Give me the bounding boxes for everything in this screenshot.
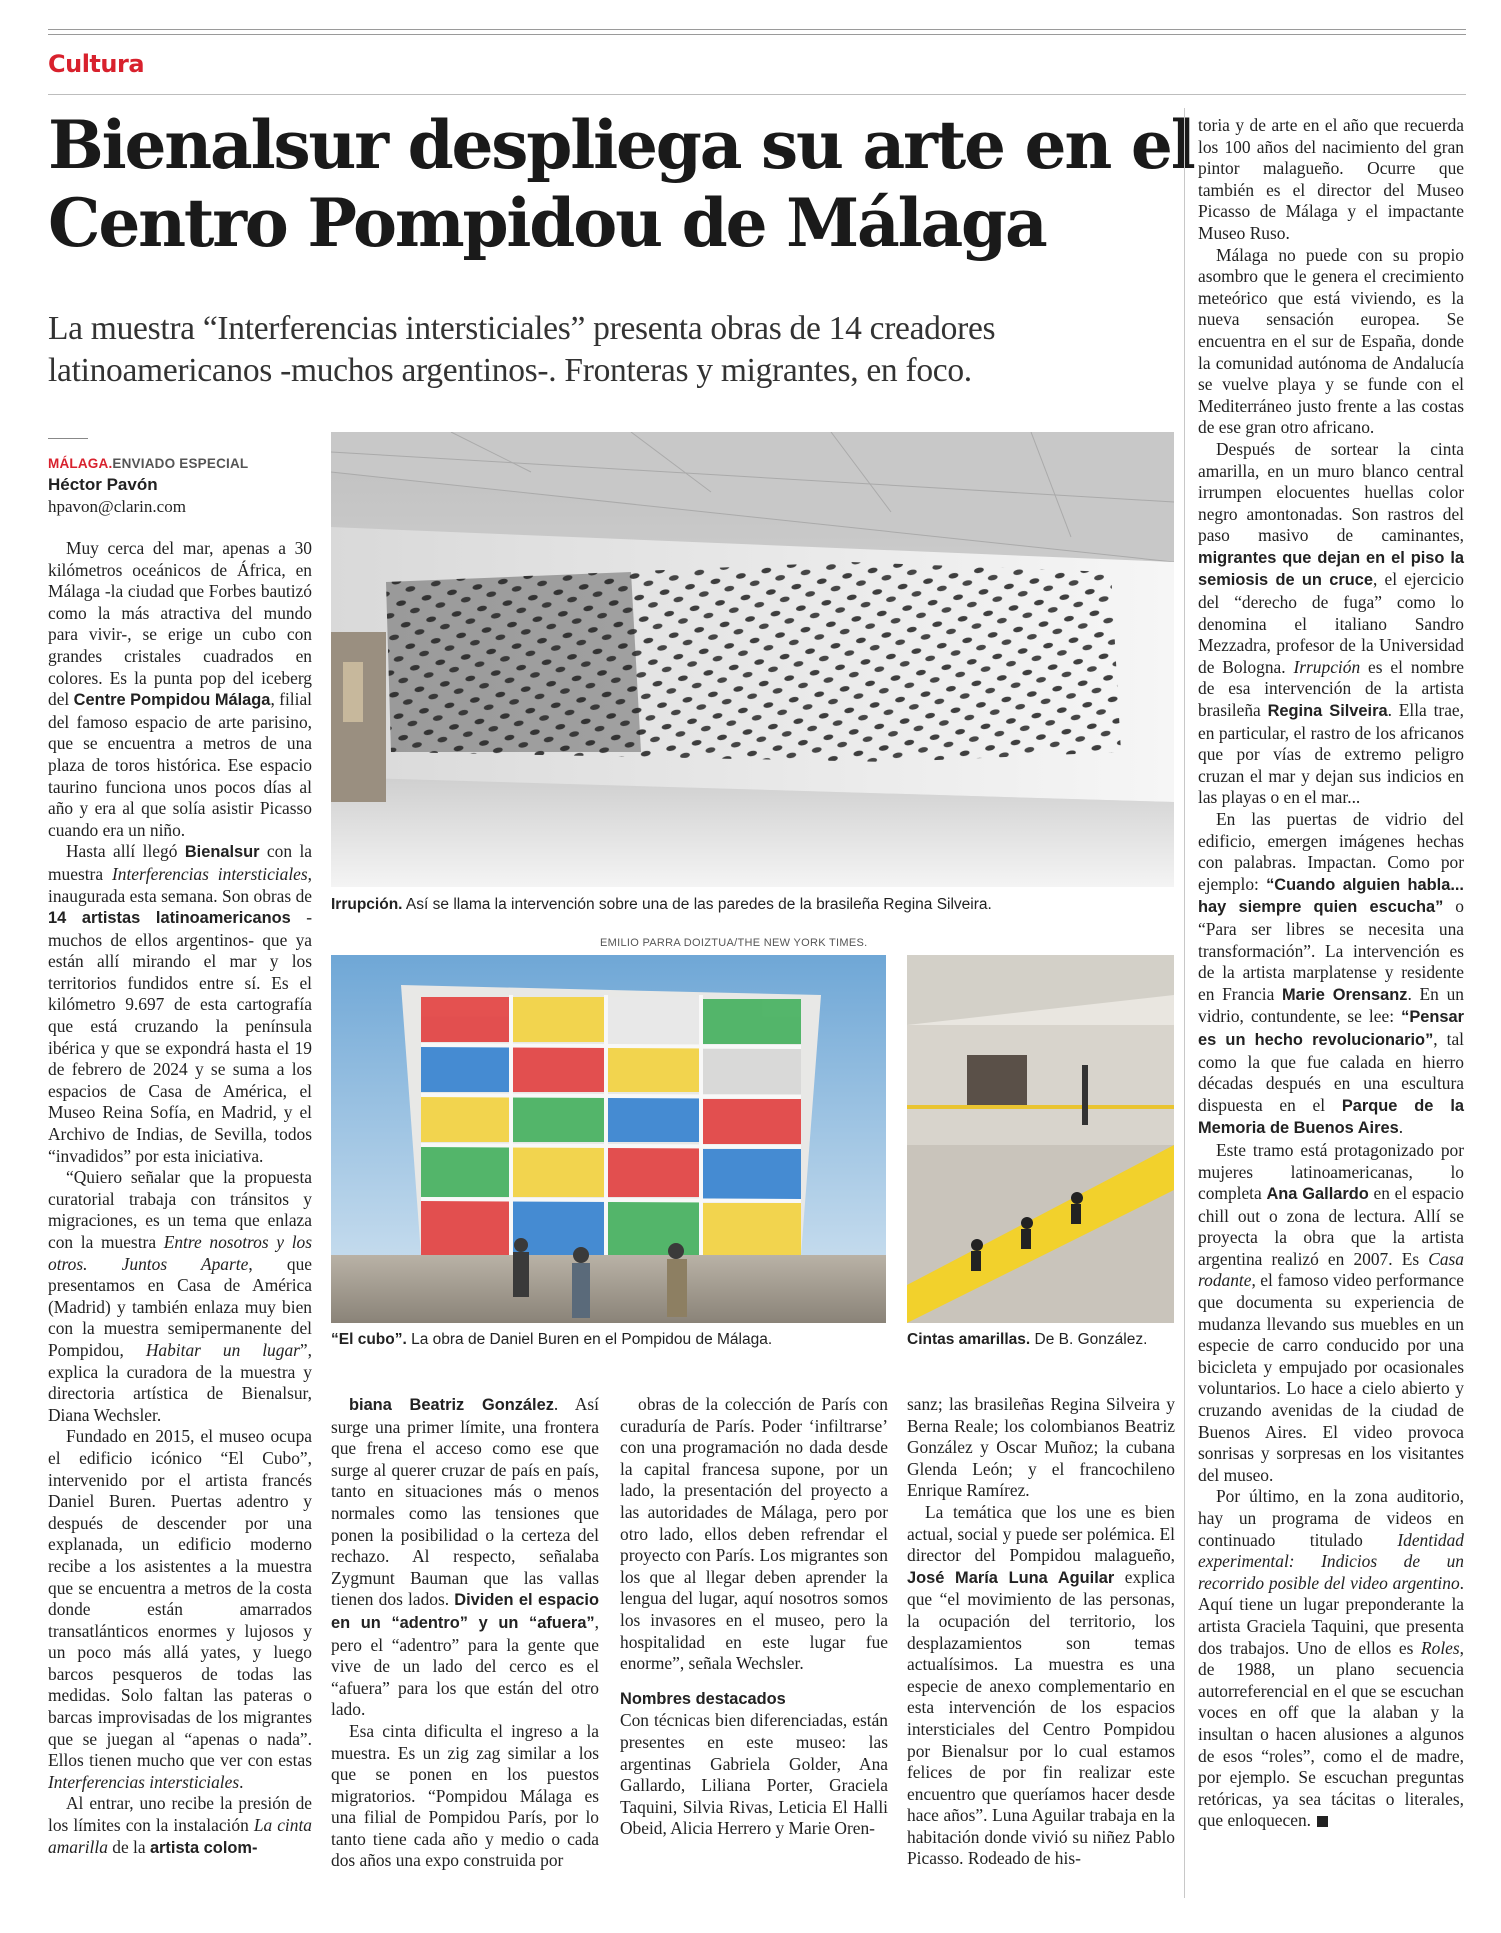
headline: Bienalsur despliega su arte en el Centro Pompidou de Málaga — [48, 106, 1194, 262]
author-email[interactable]: hpavon@clarin.com — [48, 497, 186, 516]
paragraph: obras de la colección de París con curaduría de París. Poder ‘infiltrarse’ con una programación no dada desde la capital francesa supone, por un lado, la presentación del proyecto a las autoridades de Málaga, pero por otro lado, ellos deben refrendar el proyecto con París. Los migrantes son los que al llegar deben aprender la lengua del lugar, aquí nosotros somos los invasores en el museo, pero la hospitalidad en este lugar fue enorme”, señala Wechsler. — [620, 1394, 888, 1674]
paragraph: biana Beatriz González. Así surge una primer límite, una frontera que frena el acceso como ese que surge al querer cruzar de país en país, tanto en situaciones más o menos normales como las tensiones que ponen la posibilidad o la certeza del rechazo. Al respecto, señalaba Zygmunt Bauman que las vallas tienen dos lados. Dividen el espacio en un “adentro” y un “afuera”, pero el “adentro” para la gente que vive de un lado del cerco es el “afuera” para los que están del otro lado. — [331, 1394, 599, 1720]
photo-cintas-image — [907, 955, 1174, 1323]
column-1 — [48, 538, 312, 1859]
dateline-role: ENVIADO ESPECIAL — [112, 456, 249, 471]
column-4 — [907, 1394, 1175, 1870]
paragraph: Fundado en 2015, el museo ocupa el edificio icónico “El Cubo”, intervenido por el artista francés Daniel Buren. Puertas adentro y después de descender por una explanada, un edificio moderno recibe a los asistentes a la muestra que se encuentra a metros de la costa donde están amarrados transatlánticos enormes y lujosos y un poco más allá yates, y luego barcos pesqueros de todas las medidas. Solo faltan las pateras o barcas improvisadas de los migrantes que se juegan al “apenas o nada”. Ellos tienen mucho que ver con estas Interferencias intersticiales. — [48, 1426, 312, 1792]
end-mark — [1317, 1816, 1328, 1827]
paragraph: Por último, en la zona auditorio, hay un programa de videos en continuado titulado Identidad experimental: Indicios de un recorrido posible del video argentino. Aquí tiene un lugar preponderante la artista Graciela Taquini, que presenta dos trabajos. Uno de ellos es Roles, de 1988, un plano secuencia autorreferencial en el que se escuchan voces en off que la alaban y la insultan o hacen alusiones a algunos de esos “roles”, como el de madre, por ejemplo. Se escuchan preguntas retóricas, ya sea tácitas o literales, que enloquecen. — [1198, 1486, 1464, 1831]
top-rule — [48, 29, 1466, 30]
caption-cubo-title: “El cubo”. — [331, 1331, 407, 1348]
paragraph: Málaga no puede con su propio asombro que le genera el crecimiento meteórico que está viviendo, es la nueva sensación europea. Se encuentra en el sur de España, donde la comunidad autónoma de Andalucía se vuelve playa y se funde con el Mediterráneo justo frente a las costas de ese gran otro africano. — [1198, 244, 1464, 438]
byline-rule — [48, 438, 88, 439]
caption-cintas — [907, 1331, 1174, 1349]
caption-irrupcion-title: Irrupción. — [331, 896, 403, 913]
photo-credit: EMILIO PARRA DOIZTUA/THE NEW YORK TIMES. — [600, 937, 868, 949]
caption-cintas-text: De B. González. — [1030, 1331, 1148, 1348]
paragraph: Esa cinta dificulta el ingreso a la muestra. Es un zig zag similar a los que se ponen en los puestos migratorios. “Pompidou Málaga es una filial de Pompidou París, por lo tanto tiene cada año y medio o cada dos años una expo construida por — [331, 1720, 599, 1871]
dateline — [48, 456, 248, 471]
paragraph: “Quiero señalar que la propuesta curatorial trabaja con tránsitos y migraciones, es un tema que enlaza con la muestra Entre nosotros y los otros. Juntos Aparte, que presentamos en Casa de América (Madrid) y también enlaza muy bien con la muestra semipermanente del Pompidou, Habitar un lugar”, explica la curadora de la muestra y directoria artística de Bienalsur, Diana Wechsler. — [48, 1167, 313, 1425]
deck: La muestra “Interferencias intersticiales” presenta obras de 14 creadores latinoamericanos -muchos argentinos-. Fronteras y migrantes, en foco. — [48, 310, 996, 389]
paragraph: Después de sortear la cinta amarilla, en un muro blanco central irrumpen elocuentes huellas color negro amontonadas. Son rastros del paso masivo de caminantes, migrantes que dejan en el piso la semiosis de un cruce, el ejercicio del “derecho de fuga” como lo denomina el italiano Sandro Mezzadra, profesor de la Universidad de Bologna. Irrupción es el nombre de esa intervención de la artista brasileña Regina Silveira. Ella trae, en particular, el rastro de los africanos que por vías de extremo peligro cruzan el mar y dejan sus indicios en las playas o en el mar... — [1198, 438, 1464, 808]
paragraph: Este tramo está protagonizado por mujeres latinoamericanas, lo completa Ana Gallardo en el espacio chill out o zona de lectura. Allí se proyecta la obra que la artista argentina realizó en 2007. Es Casa rodante, el famoso video performance que documenta su experiencia de mudanza llevando sus muebles en un especie de carro conducido por una bicicleta y empujado por ocasionales voluntarios. Lo hace a cielo abierto y cruzando avenidas de la ciudad de Buenos Aires. El video provoca sonrisas y sorpresas en los visitantes del museo. — [1198, 1139, 1464, 1485]
column-3-body-b — [620, 1710, 888, 1840]
photo-cubo-image — [331, 955, 886, 1323]
caption-cubo-text: La obra de Daniel Buren en el Pompidou de Málaga. — [406, 1331, 773, 1348]
subhead-nombres: Nombres destacados — [620, 1689, 786, 1708]
caption-irrupcion — [331, 896, 1174, 914]
paragraph: La temática que los une es bien actual, social y puede ser polémica. El director del Pompidou malagueño, José María Luna Aguilar explica que “el movimiento de las personas, la ocupación del territorio, los desplazamientos son temas actualísimos. La muestra es una especie de anexo complementario en esta intervención de los espacios intersticiales del Centro Pompidou por Bienalsur por lo cual estamos felices de por fin realizar este encuentro que queríamos hacer desde hace años”. Luna Aguilar trabaja en la habitación donde vivió su niñez Pablo Picasso. Rodeado de his- — [907, 1501, 1175, 1869]
paragraph: sanz; las brasileñas Regina Silveira y Berna Reale; los colombianos Beatriz González y Oscar Muñoz; la cubana Glenda León; y el francochileno Enrique Ramírez. — [907, 1394, 1175, 1501]
paragraph: Al entrar, uno recibe la presión de los límites con la instalación La cinta amarilla de la artista colom- — [48, 1793, 312, 1857]
caption-cintas-title: Cintas amarillas. — [907, 1331, 1031, 1348]
photo-irrupcion — [331, 432, 1174, 887]
paragraph: Hasta allí llegó Bienalsur con la muestra Interferencias intersticiales, inaugurada esta semana. Son obras de 14 artistas latinoamericanos -muchos de ellos argentinos- que ya están allí mirando el mar y los territorios fundidos entre sí. Es el kilómetro 9.697 de esta cartografía que está cruzando la península ibérica y que se expondrá hasta el 19 de febrero de 2024 y se suma a los espacios de Casa de América, el Museo Reina Sofía, en Madrid, y el Archivo de Indias, de Sevilla, todos “invadidos” por esta iniciativa. — [48, 841, 313, 1166]
section-label: Cultura — [48, 50, 145, 78]
paragraph: toria y de arte en el año que recuerda los 100 años del nacimiento del gran pintor malagueño. Ocurre que también es el director del Museo Picasso de Málaga y el impactante Museo Ruso. — [1198, 115, 1464, 243]
paragraph: Con técnicas bien diferenciadas, están presentes en este museo: las argentinas Gabriela Golder, Ana Gallardo, Liliana Porter, Graciela Taquini, Silvia Rivas, Leticia El Halli Obeid, Alicia Herrero y Marie Oren- — [620, 1710, 888, 1839]
photo-cubo — [331, 955, 886, 1323]
top-rule-2 — [48, 34, 1466, 35]
dateline-city: MÁLAGA. — [48, 456, 113, 471]
author-name: Héctor Pavón — [48, 475, 158, 494]
column-5 — [1198, 115, 1464, 1832]
column-3-body — [620, 1394, 888, 1675]
column-2 — [331, 1394, 599, 1872]
photo-irrupcion-image — [331, 432, 1174, 887]
section-rule — [48, 94, 1466, 95]
column-divider — [1184, 108, 1185, 1898]
photo-cintas — [907, 955, 1174, 1323]
paragraph: Muy cerca del mar, apenas a 30 kilómetros oceánicos de África, en Málaga -la ciudad que Forbes bautizó como la más atractiva del mundo para vivir-, se erige un cubo con grandes cristales cuadrados en colores. Es la punta pop del iceberg del Centre Pompidou Málaga, filial del famoso espacio de arte parisino, que se encuentra a metros de una plaza de toros histórica. Ese espacio taurino funciona unos pocos días al año y era al que solía asistir Picasso cuando era un niño. — [48, 538, 313, 840]
paragraph: En las puertas de vidrio del edificio, emergen imágenes hechas con palabras. Impactan. Como por ejemplo: “Cuando alguien habla... hay siempre quien escucha” o “Para ser libres se necesita una transformación”. La intervención es de la artista marplatense y residente en Francia Marie Orensanz. En un vidrio, contundente, se lee: “Pensar es un hecho revolucionario”, tal como la que fue calada en hierro décadas después en una escultura dispuesta en el Parque de la Memoria de Buenos Aires. — [1198, 809, 1465, 1138]
column-3 — [620, 1394, 888, 1840]
caption-irrupcion-text: Así se llama la intervención sobre una de las paredes de la brasileña Regina Silveira. — [402, 896, 992, 913]
caption-cubo — [331, 1331, 886, 1349]
